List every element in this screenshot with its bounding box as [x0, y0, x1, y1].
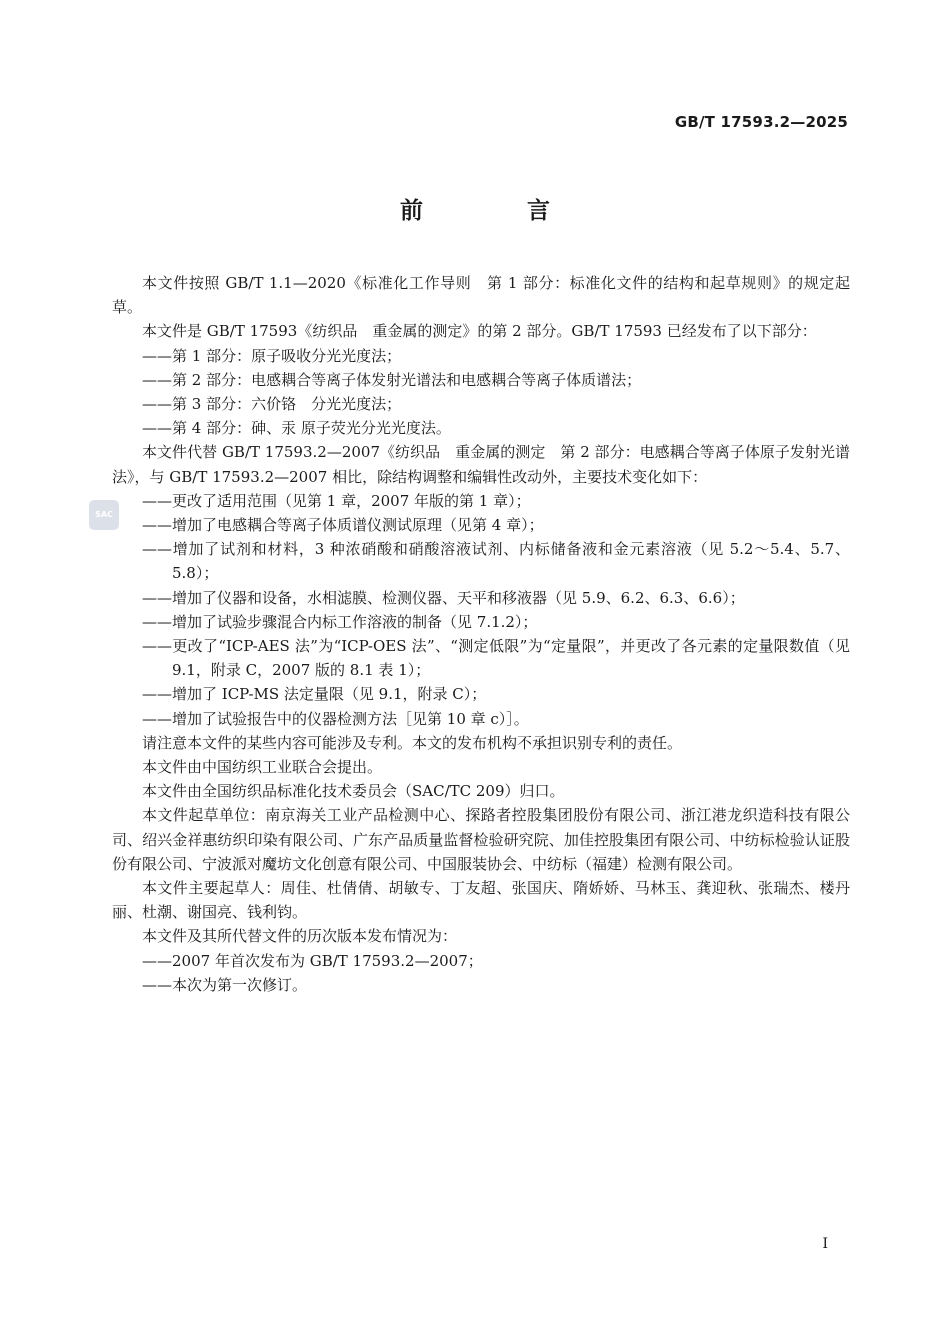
- paragraph: 本文件起草单位：南京海关工业产品检测中心、探路者控股集团股份有限公司、浙江港龙织造科技有限公司、绍兴金祥惠纺织印染有限公司、广东产品质量监督检验研究院、加佳控股集团有限公司、中纺标检验认证股份有限公司、宁波派对魔坊文化创意有限公司、中国服装协会、中纺标（福建）检测有限公司。: [112, 806, 850, 873]
- list-item: ——增加了试剂和材料，3 种浓硝酸和硝酸溶液试剂、内标储备液和金元素溶液（见 5.2～5.4、5.7、5.8）；: [142, 540, 850, 583]
- page-title: 前 言: [399, 198, 598, 224]
- list-item: ——第 2 部分：电感耦合等离子体发射光谱法和电感耦合等离子体质谱法；: [142, 370, 642, 389]
- paragraph: 本文件由中国纺织工业联合会提出。: [142, 758, 383, 777]
- paragraph: 本文件代替 GB/T 17593.2—2007《纺织品 重金属的测定 第 2 部分：电感耦合等离子体原子发射光谱法》，与 GB/T 17593.2—2007 相比，除结构调整和编辑性改动外，主要技术变化如下：: [112, 443, 850, 486]
- list-item: ——更改了适用范围（见第 1 章，2007 年版的第 1 章）；: [142, 491, 531, 510]
- paragraph: 本文件及其所代替文件的历次版本发布情况为：: [142, 927, 458, 946]
- paragraph: 请注意本文件的某些内容可能涉及专利。本文的发布机构不承担识别专利的责任。: [142, 733, 683, 752]
- page-number: I: [822, 1236, 828, 1252]
- foreword-body: [112, 271, 850, 997]
- list-item: ——第 3 部分：六价铬 分光光度法；: [142, 395, 402, 414]
- list-item: ——本次为第一次修订。: [142, 975, 308, 994]
- list-item: ——增加了试验报告中的仪器检测方法［见第 10 章 c）］。: [142, 709, 529, 728]
- list-item: ——增加了试验步骤混合内标工作溶液的制备（见 7.1.2）；: [142, 612, 538, 631]
- paragraph: 本文件按照 GB/T 1.1—2020《标准化工作导则 第 1 部分：标准化文件的结构和起草规则》的规定起草。: [112, 274, 850, 317]
- list-item: ——增加了电感耦合等离子体质谱仪测试原理（见第 4 章）；: [142, 516, 544, 535]
- list-item: ——第 1 部分：原子吸收分光光度法；: [142, 346, 402, 365]
- list-item: ——增加了 ICP-MS 法定量限（见 9.1，附录 C）；: [142, 685, 487, 704]
- list-item: ——2007 年首次发布为 GB/T 17593.2—2007；: [142, 951, 483, 970]
- paragraph: 本文件主要起草人：周佳、杜倩倩、胡敏专、丁友超、张国庆、隋娇娇、马林玉、龚迎秋、张瑞杰、楼丹丽、杜潮、谢国亮、钱利钧。: [112, 879, 850, 922]
- standard-code: GB/T 17593.2—2025: [674, 113, 848, 131]
- list-item: ——更改了“ICP-AES 法”为“ICP-OES 法”、“测定低限”为“定量限”，并更改了各元素的定量限数值（见 9.1，附录 C，2007 版的 8.1 表 1）；: [142, 637, 850, 680]
- paragraph: 本文件是 GB/T 17593《纺织品 重金属的测定》的第 2 部分。GB/T 17593 已经发布了以下部分：: [142, 322, 817, 341]
- paragraph: 本文件由全国纺织品标准化技术委员会（SAC/TC 209）归口。: [142, 782, 565, 801]
- list-item: ——第 4 部分：砷、汞 原子荧光分光光度法。: [142, 419, 451, 438]
- sac-watermark-logo: SAC: [89, 500, 119, 530]
- list-item: ——增加了仪器和设备，水相滤膜、检测仪器、天平和移液器（见 5.9、6.2、6.3、6.6）；: [142, 588, 745, 607]
